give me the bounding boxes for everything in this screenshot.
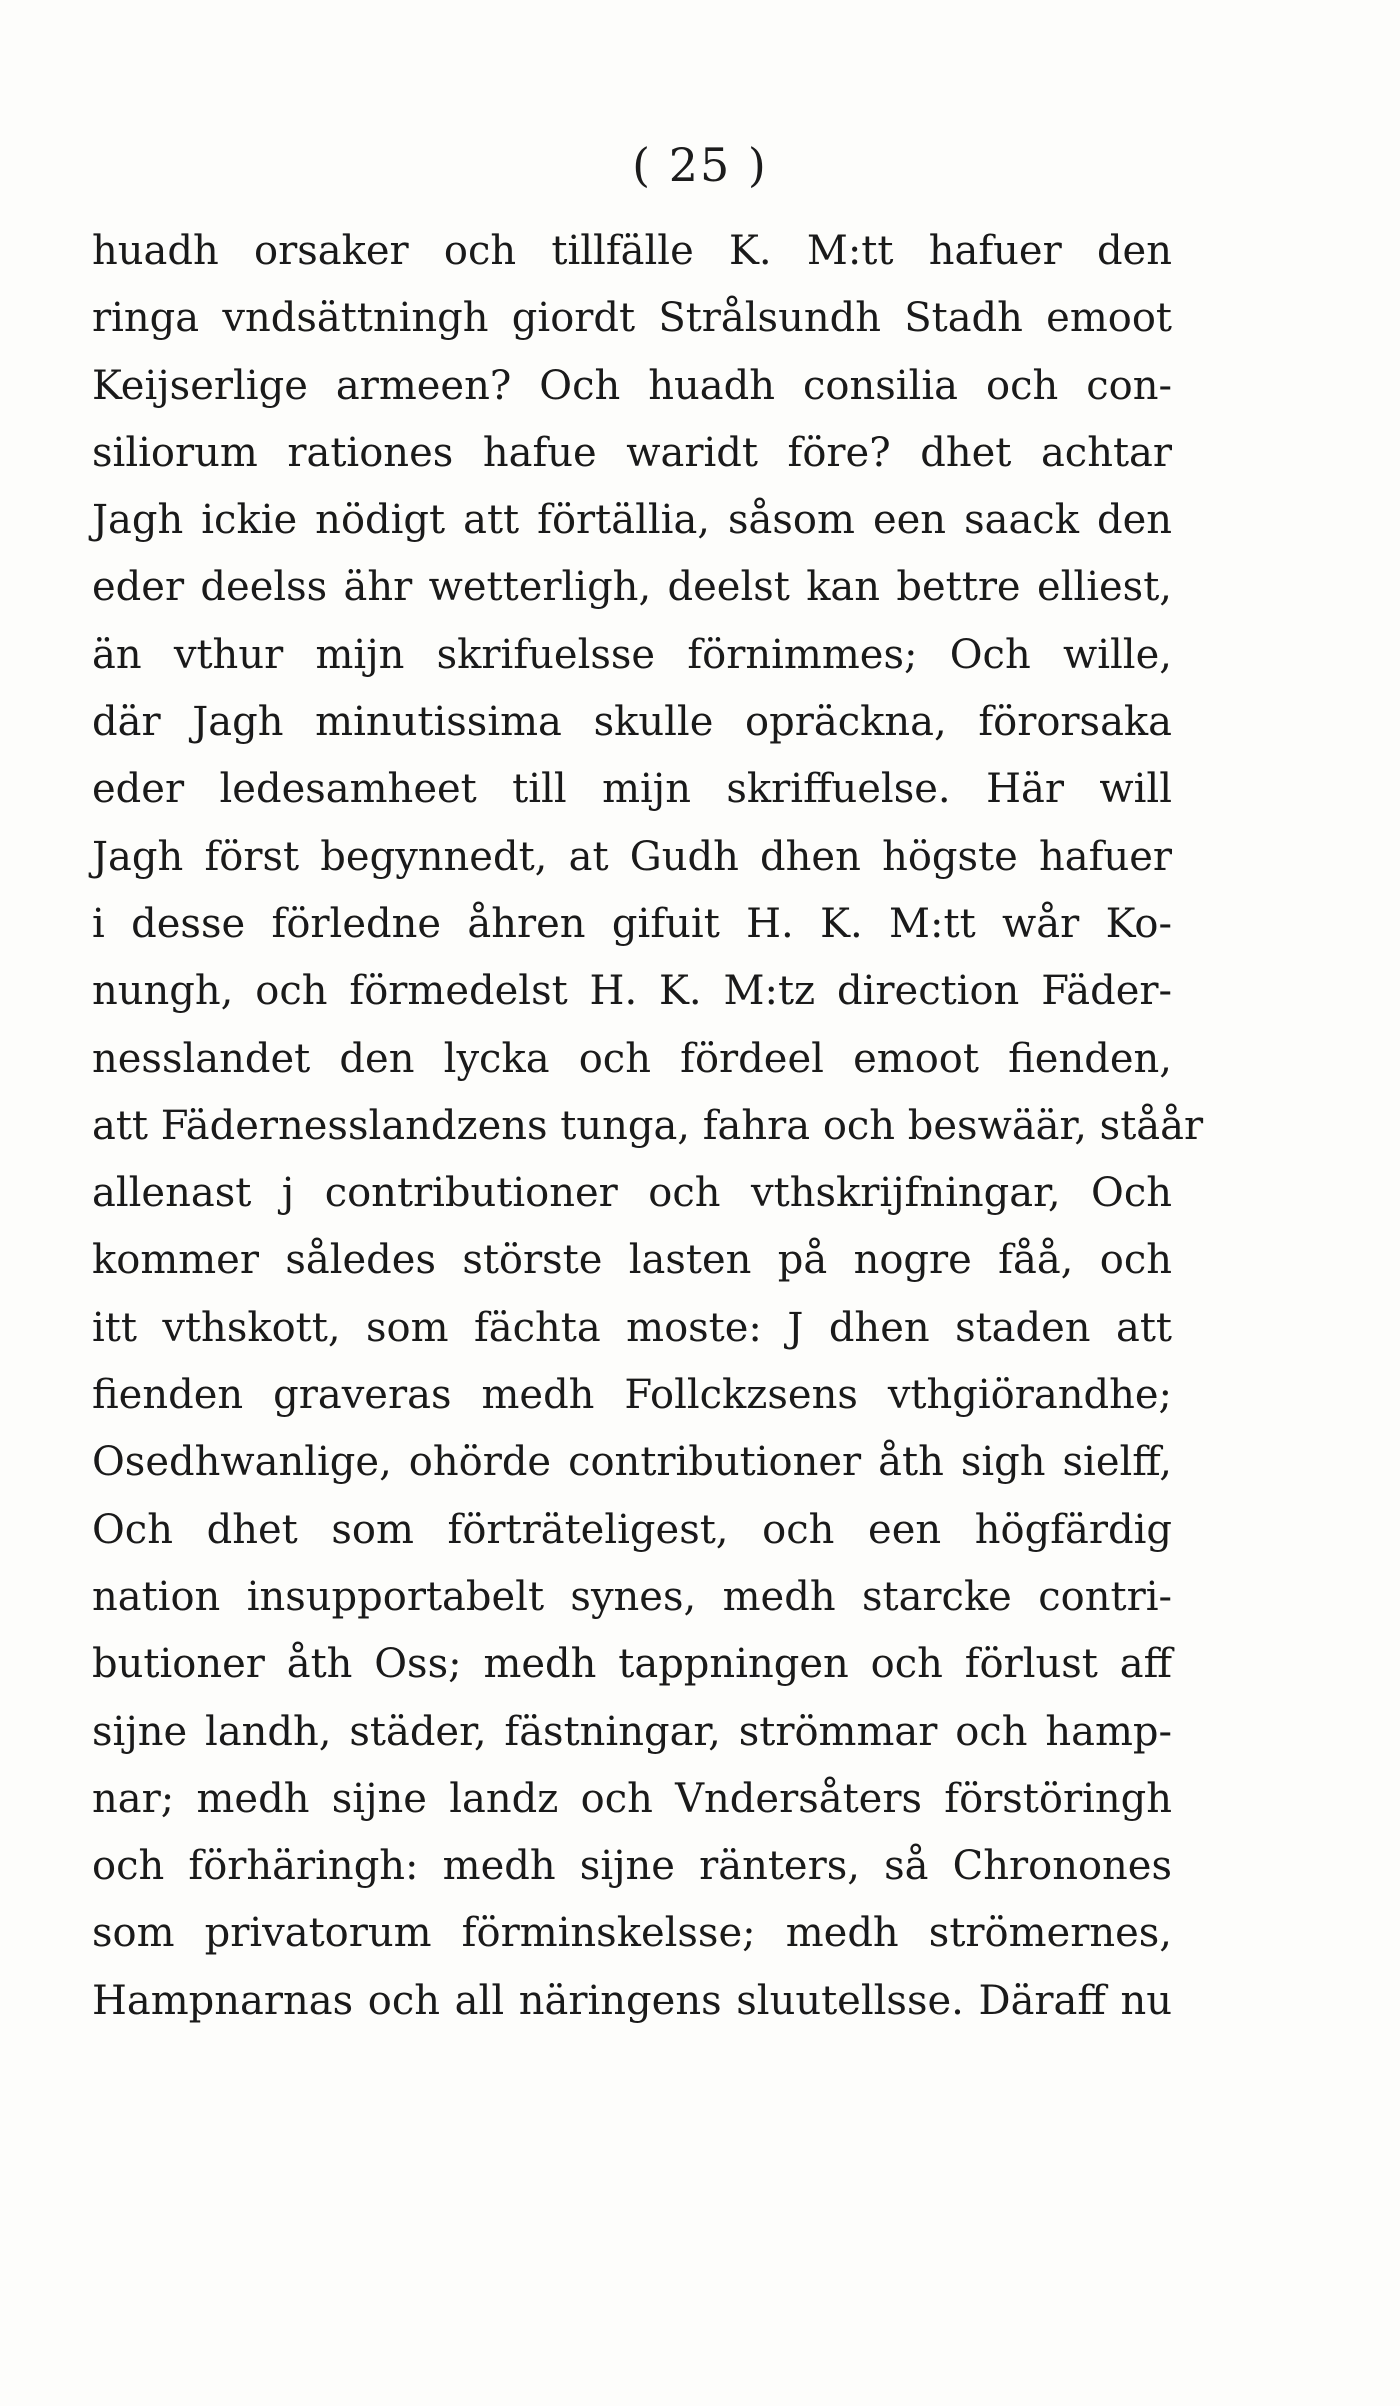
text-line: än vthur mijn skrifuelsse förnimmes; Och wille, xyxy=(92,631,1172,678)
text-line: butioner åth Oss; medh tappningen och förlust aff xyxy=(92,1641,1172,1688)
text-line: sijne landh, städer, fästningar, strömmar och hamp- xyxy=(92,1708,1172,1755)
page-number: ( 25 ) xyxy=(632,138,768,192)
text-line: i desse förledne åhren gifuit H. K. M:tt wår Ko- xyxy=(92,900,1172,947)
text-line: allenast j contributioner och vthskrijfningar, Och xyxy=(92,1170,1172,1217)
text-line: fienden graveras medh Follckzsens vthgiörandhe; xyxy=(92,1372,1172,1419)
text-line: Jagh ickie nödigt att förtällia, såsom een saack den xyxy=(92,497,1172,544)
body-text xyxy=(92,218,1204,2035)
text-line: och förhäringh: medh sijne ränters, så Chronones xyxy=(92,1843,1172,1890)
text-line: itt vthskott, som fächta moste: J dhen staden att xyxy=(92,1304,1172,1351)
text-line: som privatorum förminskelsse; medh strömernes, xyxy=(92,1910,1172,1957)
text-line: siliorum rationes hafue waridt före? dhet achtar xyxy=(92,429,1172,476)
text-line: Hampnarnas och all näringens sluutellsse. Däraff nu xyxy=(92,1977,1172,2024)
text-line: Jagh först begynnedt, at Gudh dhen högste hafuer xyxy=(92,833,1172,880)
text-line: nar; medh sijne landz och Vndersåters förstöringh xyxy=(92,1775,1172,1822)
text-line: kommer således störste lasten på nogre fåå, och xyxy=(92,1237,1172,1284)
text-line: nungh, och förmedelst H. K. M:tz direction Fäder- xyxy=(92,968,1172,1015)
text-line: eder ledesamheet till mijn skriffuelse. Här will xyxy=(92,766,1172,813)
text-line: nesslandet den lycka och fördeel emoot fienden, xyxy=(92,1035,1172,1082)
text-line: Keijserlige armeen? Och huadh consilia och con- xyxy=(92,362,1172,409)
text-line: huadh orsaker och tillfälle K. M:tt hafuer den xyxy=(92,228,1172,274)
text-line: att Fädernesslandzens tunga, fahra och beswäär, ståår xyxy=(92,1102,1204,1149)
text-line: eder deelss ähr wetterligh, deelst kan bettre elliest, xyxy=(92,564,1172,611)
text-line: ringa vndsättningh giordt Strålsundh Stadh emoot xyxy=(92,295,1172,342)
text-line: nation insupportabelt synes, medh starcke contri- xyxy=(92,1573,1172,1620)
text-line: Osedhwanlige, ohörde contributioner åth sigh sielff, xyxy=(92,1439,1172,1486)
text-line: Och dhet som förträteligest, och een högfärdig xyxy=(92,1506,1172,1553)
text-line: där Jagh minutissima skulle opräckna, förorsaka xyxy=(92,699,1172,746)
